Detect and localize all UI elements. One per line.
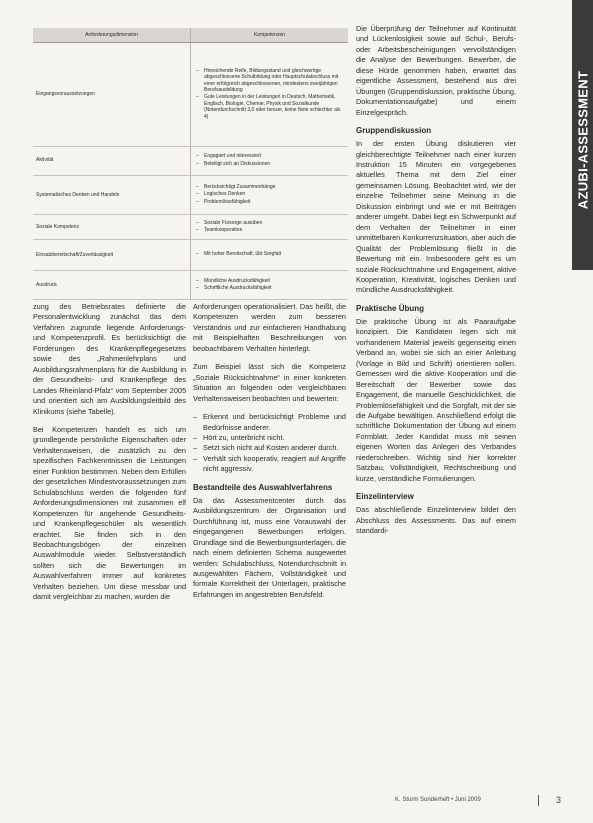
row-competencies bbox=[191, 270, 349, 299]
requirements-table bbox=[33, 28, 348, 300]
competency-item: – Hinreichende Reife, Bildungsstand und gleichwertige abgeschlossene Schulbildung oder Hauptschulabschluss mit einer erfolgreich abgeschlossenen, mindestens zweijährigen Berufsausbildung bbox=[204, 68, 345, 94]
text-column-1 bbox=[33, 302, 186, 611]
row-competencies bbox=[191, 43, 349, 147]
competency-item: – Mündliche Ausdrucksfähigkeit bbox=[204, 278, 345, 284]
paragraph: Die Überprüfung der Teilnehmer auf Kontinuität und Lückenlosigkeit sowie auf Schul-, Berufs- oder Arbeitsbescheinigungen vervollständigen die Analyse der Bewerbungen. Bewerber, die diese Hürde genommen haben, erwartet das eigentliche Assessment, bestehend aus drei Übungen (Gruppendiskussion, praktische Übung, Dokumentationsaufgabe) und einem Einzelgespräch. bbox=[356, 24, 516, 117]
row-competencies bbox=[191, 215, 349, 240]
behavior-list bbox=[193, 412, 346, 475]
side-label-text: AZUBI-ASSESSMENT bbox=[575, 70, 590, 210]
footer-source: K. Sturm Sonderheft • Juni 2009 bbox=[395, 797, 481, 803]
section-heading: Einzelinterview bbox=[356, 492, 414, 502]
header-competencies: Kompetenzen bbox=[191, 28, 349, 43]
row-competencies bbox=[191, 146, 349, 175]
table-row bbox=[33, 146, 348, 175]
competency-item: – Beteiligt sich an Diskussionen bbox=[204, 161, 345, 167]
list-item: – Hört zu, unterbricht nicht. bbox=[203, 433, 346, 443]
competency-item: – Gute Leistungen in der Leistungen in Deutsch, Mathematik, Englisch, Biologie, Chemie, Physik und Sozialkunde (Notendurchschnitt 3,0 oder besser, keine Note schlechter als 4) bbox=[204, 94, 345, 120]
competency-item: – Mit hoher Bereitschaft, übt Sorgfalt bbox=[204, 251, 345, 257]
header-requirement: Anforderungsdimension bbox=[33, 28, 191, 43]
row-requirement: Systematisches Denken und Handeln bbox=[33, 175, 191, 214]
section-heading: Bestandteile des Auswahlverfahrens bbox=[193, 482, 333, 492]
row-requirement: Ausdruck bbox=[33, 270, 191, 299]
side-label bbox=[572, 0, 593, 270]
row-requirement: Aktivität bbox=[33, 146, 191, 175]
paragraph: Bei Kompetenzen handelt es sich um grundlegende persönliche Eigenschaften oder Verhaltensweisen, die zusätzlich zu den spezifischen Fachkenntnissen die Leistungen einer Funktion bestimmen. Neben dem Erfüllen der gesetzlichen Mindestvoraussetzungen zum Schulabschluss werden die folgenden fünf Anforderungsdimensionen mit zusammen elf Kompetenzen für angehende Gesundheits- und Krankenpflegeschüler als wesentlich erachtet. Sie finden sich in den Beobachtungsbögen der einzelnen Auswahlmodule wieder. Selbstverständlich sollten sich die Bewertungen im Auswahlverfahren immer auf konkretes Verhalten beziehen. Um diese messbar und damit vergleichbar zu machen, wurden die bbox=[33, 424, 186, 602]
list-item: – Setzt sich nicht auf Kosten anderer durch. bbox=[203, 443, 346, 453]
paragraph: Zum Beispiel lässt sich die Kompetenz „Soziale Rücksichtnahme“ in einer konkreten Situation an folgenden oder vergleichbaren Verhaltensweisen beobachten und bewerten: bbox=[193, 362, 346, 403]
section-heading: Gruppendiskussion bbox=[356, 126, 432, 136]
row-competencies bbox=[191, 175, 349, 214]
competency-item: – Schriftliche Ausdrucksfähigkeit bbox=[204, 285, 345, 291]
footer bbox=[395, 795, 575, 809]
competency-item: – Problemlösefähigkeit bbox=[204, 199, 345, 205]
table-row bbox=[33, 239, 348, 270]
paragraph: In der ersten Übung diskutieren vier gleichberechtigte Teilnehmer nach einer kurzen Instruktion 15 Minuten ein vorgegebenes aktuelles Thema mit dem Ziel einer gemeinsamen Lösung. Beobachtet wird, wie der einzelne Teilnehmer seine Meinung in die Diskussion einbringt und wie er mit Beiträgen anderer umgeht. Dabei liegt ein Schwerpunkt auf dem Verhalten der Teilnehmer in einer unmittelbaren Konkurrenzsituation, aber auch die Qualität der Problemlösung fließt in die Bewertung mit ein. Insbesondere geht es um soziale Rücksichtnahme und Engagement, aktive Kooperation, Kreativität, logisches Denken und mündliche Ausdrucksfähigkeit. bbox=[356, 139, 516, 295]
paragraph: Da das Assessmentcenter durch das Ausbildungszentrum der Organisation und Durchführung ist, muss eine Vorauswahl der eingegangenen Bewerbungen erfolgen. Grundlage sind die Bewerbungsunterlagen, die nach einem definierten Schema ausgewertet werden: Schulabschluss, Notendurchschnitt in ausgewählten Fächern, Vollständigkeit und formale Korrektheit der Unterlagen, praktische Erfahrungen im angestrebten Berufsfeld. bbox=[193, 495, 346, 599]
footer-divider bbox=[538, 795, 539, 806]
list-item: – Verhält sich kooperativ, reagiert auf Angriffe nicht aggressiv. bbox=[203, 454, 346, 475]
competency-item: – Soziale Fürsorge ausüben bbox=[204, 220, 345, 226]
row-requirement: Einsatzbereitschaft/Zuverlässigkeit bbox=[33, 239, 191, 270]
text-column-3 bbox=[356, 24, 516, 544]
competency-item: – Berücksichtigt Zusammenhänge bbox=[204, 184, 345, 190]
row-requirement: Soziale Kompetenz bbox=[33, 215, 191, 240]
text-column-2 bbox=[193, 302, 346, 608]
row-competencies bbox=[191, 239, 349, 270]
competency-item: – Teamkooperation bbox=[204, 227, 345, 233]
table-row bbox=[33, 175, 348, 214]
competency-item: – Engagiert und interessiert bbox=[204, 153, 345, 159]
paragraph: Anforderungen operationalisiert. Das heißt, die Kompetenzen werden zum besseren Verständnis und zur einfacheren Handhabung mit Beispielhaften Beschreibungen von beobachtbarem Verhalten hinterlegt. bbox=[193, 302, 346, 353]
table-header-row bbox=[33, 28, 348, 43]
page-number: 3 bbox=[556, 795, 562, 805]
table-row bbox=[33, 215, 348, 240]
paragraph: Die praktische Übung ist als Paaraufgabe konzipiert. Die Kandidaten legen sich mit vorhandenem Material jeweils gegenseitig einen Verband an, wobei sie sich an einer Anleitung (Vorlage in Bild und Schrift) orientieren sollen. Gemessen wird die aktive Kooperation und die Bereitschaft der Bewerber sowie das Engagement, die manuelle Geschicklichkeit, die Problemlösefähigkeit und die Sorgfalt, mit der sie die Aufgabe bewältigen. Anschließend erfolgt die schriftliche Dokumentation der Übung auf einem Formblatt. Jeder Kandidat muss mit seinen eigenen Worten das Anlegen des Verbandes niederschreiben. Wichtig sind hier korrekter Satzbau, Vollständigkeit, Rechtschreibung und kurze, verständliche Formulierungen. bbox=[356, 316, 516, 483]
competency-item: – Logisches Denken bbox=[204, 191, 345, 197]
paragraph: Das abschließende Einzelinterview bildet den Abschluss des Assessments. Das auf einem standardi- bbox=[356, 505, 516, 536]
table-row bbox=[33, 270, 348, 299]
table-row bbox=[33, 43, 348, 147]
paragraph: zung des Betriebsrates definierte die Personalentwicklung zunächst das dem Verfahren zugrunde liegende Anforderungs- und Kompetenzprofil. Es berücksichtigt die Forderungen des Krankenpflegegesetzes sowie des „Rahmenlehrplans und Ausbildungsrahmenplans für die Ausbildung in der Gesundheits- und Krankenpflege des Landes Rheinland-Pfalz“ vom September 2005 und orientiert sich am Ausbildungsleitbild des Klinikums (siehe Tabelle). bbox=[33, 302, 186, 416]
section-heading: Praktische Übung bbox=[356, 303, 425, 313]
row-requirement: Eingangsvoraussetzungen bbox=[33, 43, 191, 147]
list-item: – Erkennt und berücksichtigt Probleme und Bedürfnisse anderer. bbox=[203, 412, 346, 433]
